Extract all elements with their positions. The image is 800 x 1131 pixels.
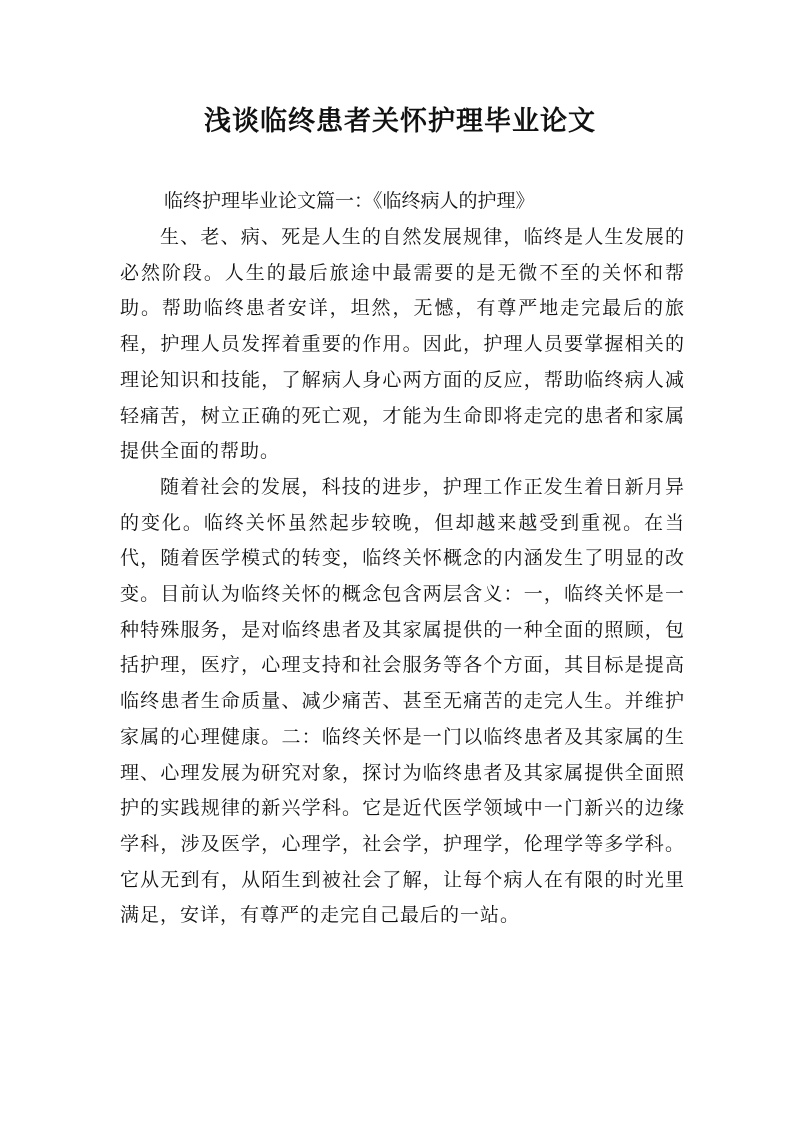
paragraph-2: 随着社会的发展，科技的进步，护理工作正发生着日新月异的变化。临终关怀虽然起步较晚，但却越来越受到重视。在当代，随着医学模式的转变，临终关怀概念的内涵发生了明显的改变。目前认为临终关怀的概念包含两层含义：一，临终关怀是一种特殊服务，是对临终患者及其家属提供的一种全面的照顾，包括护理，医疗，心理支持和社会服务等各个方面，其目标是提高临终患者生命质量、减少痛苦、甚至无痛苦的走完人生。并维护家属的心理健康。二：临终关怀是一门以临终患者及其家属的生理、心理发展为研究对象，探讨为临终患者及其家属提供全面照护的实践规律的新兴学科。它是近代医学领域中一门新兴的边缘学科，涉及医学，心理学，社会学，护理学，伦理学等多学科。它从无到有，从陌生到被社会了解，让每个病人在有限的时光里满足，安详，有尊严的走完自己最后的一站。 xyxy=(120,475,685,927)
document-body xyxy=(120,182,685,934)
section-subtitle: 临终护理毕业论文篇一：《临终病人的护理》 xyxy=(164,190,535,212)
document-title: 浅谈临终患者关怀护理毕业论文 xyxy=(204,106,596,137)
paragraph-1: 生、老、病、死是人生的自然发展规律，临终是人生发展的必然阶段。人生的最后旅途中最需要的是无微不至的关怀和帮助。帮助临终患者安详，坦然，无憾，有尊严地走完最后的旅程，护理人员发挥着重要的作用。因此，护理人员要掌握相关的理论知识和技能，了解病人身心两方面的反应，帮助临终病人减轻痛苦，树立正确的死亡观，才能为生命即将走完的患者和家属提供全面的帮助。 xyxy=(120,226,685,463)
